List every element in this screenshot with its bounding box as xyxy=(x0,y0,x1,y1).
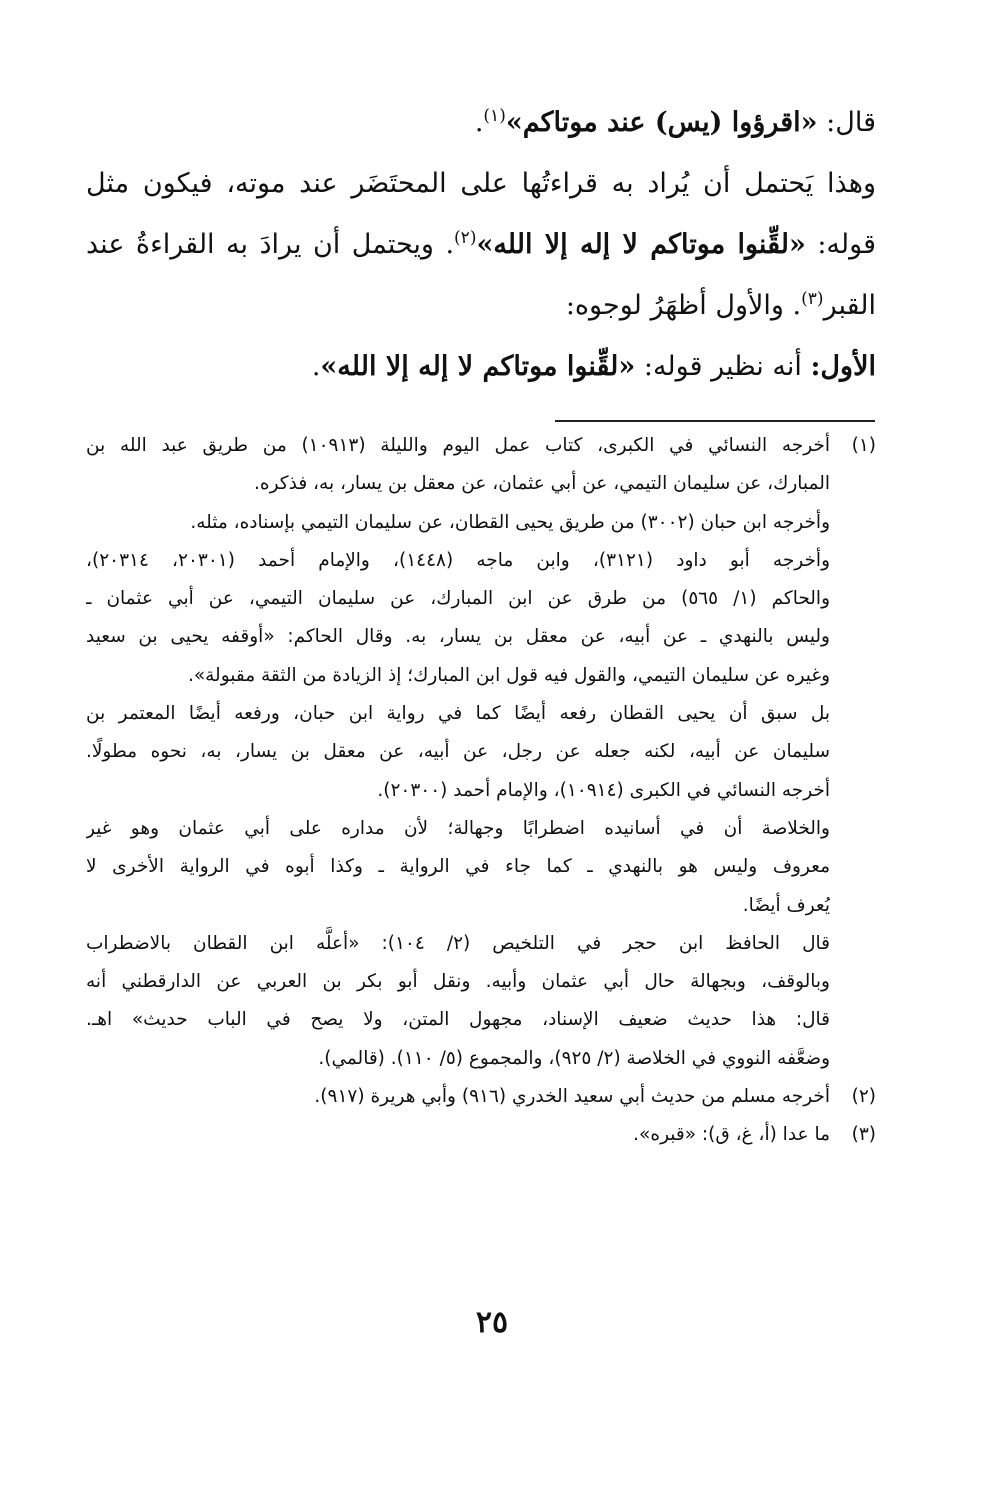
footnote-line: وغيره عن سليمان التيمي، والقول فيه قول ابن المبارك؛ إذ الزيادة من الثقة مقبولة». xyxy=(187,664,830,686)
footnote-line: والخلاصة أن في أسانيده اضطرابًا وجهالة؛ لأن مداره على أبي عثمان وهو غير xyxy=(86,817,830,839)
text-segment: . xyxy=(474,107,484,138)
footnote-line: وضعَّفه النووي في الخلاصة (٢/ ٩٢٥)، والمجموع (٥/ ١١٠). (قالمي). xyxy=(318,1047,830,1069)
hadith-quote: «لقِّنوا موتاكم لا إله إلا الله» xyxy=(320,351,636,382)
footnote-body xyxy=(86,1116,830,1154)
footnote-line: أخرجه مسلم من حديث أبي سعيد الخدري (٩١٦) وأبي هريرة (٩١٧). xyxy=(314,1086,830,1108)
footnote-1 xyxy=(86,427,876,1078)
footnote-number: (٢) xyxy=(851,1086,876,1108)
footnote-line: وبالوقف، وبجهالة حال أبي عثمان وأبيه. ونقل أبو بكر بن العربي عن الدارقطني أنه xyxy=(86,971,830,993)
main-line-3 xyxy=(86,214,876,275)
text-segment: . والأول أظهَرُ لوجوه: xyxy=(565,290,802,321)
text-segment: قوله: xyxy=(805,229,876,260)
footnote-line: ما عدا (أ، غ، ق): «قبره». xyxy=(633,1124,830,1146)
footnote-number: (١) xyxy=(851,435,876,456)
footnote-line: معروف وليس هو بالنهدي ـ كما جاء في الرواية ـ وكذا أبوه في الرواية الأخرى لا xyxy=(86,856,830,878)
footnote-line: قال: هذا حديث ضعيف الإسناد، مجهول المتن، ولا يصح في الباب حديث» اهـ. xyxy=(86,1009,830,1031)
text-segment: . ويحتمل أن يرادَ به القراءةُ عند xyxy=(86,229,455,260)
footnote-3 xyxy=(86,1116,876,1154)
footnote-line: سليمان عن أبيه، لكنه جعله عن رجل، عن أبيه، عن معقل بن يسار، به، نحوه مطولًا. xyxy=(86,741,830,763)
footnote-body xyxy=(86,427,830,1078)
footnote-line: قال الحافظ ابن حجر في التلخيص (٢/ ١٠٤): «أعلَّه ابن القطان بالاضطراب xyxy=(86,932,830,954)
text-segment: أنه نظير قوله: xyxy=(635,351,811,382)
text-segment: القبر xyxy=(823,290,876,321)
text-segment: وهذا يَحتمل أن يُراد به قراءتُها على المحتَضَر عند موته، فيكون مثل xyxy=(86,168,876,199)
page-number: ٢٥ xyxy=(475,1305,509,1340)
footnote-ref-2[interactable]: (٢) xyxy=(454,228,477,248)
footnote-line: بل سبق أن يحيى القطان رفعه أيضًا كما في رواية ابن حبان، ورفعه أيضًا المعتمر بن xyxy=(86,703,830,725)
main-line-2 xyxy=(86,153,876,214)
footnote-2 xyxy=(86,1078,876,1116)
hadith-quote: «لقِّنوا موتاكم لا إله إلا الله» xyxy=(476,229,806,260)
footnote-line: أخرجه النسائي في الكبرى (١٠٩١٤)، والإمام أحمد (٢٠٣٠٠). xyxy=(377,779,830,801)
footnote-line: المبارك، عن سليمان التيمي، عن أبي عثمان، عن معقل بن يسار، به، فذكره. xyxy=(254,473,830,495)
main-line-1 xyxy=(86,92,876,153)
footnotes xyxy=(86,427,876,1155)
footnote-line: وأخرجه أبو داود (٣١٢١)، وابن ماجه (١٤٤٨)، والإمام أحمد (٢٠٣٠١، ٢٠٣١٤)، xyxy=(86,549,830,571)
footnote-ref-1[interactable]: (١) xyxy=(483,106,506,126)
footnote-line: يُعرف أيضًا. xyxy=(742,894,830,916)
footnote-line: وليس بالنهدي ـ عن أبيه، عن معقل بن يسار، به. وقال الحاكم: «أوقفه يحيى بن سعيد xyxy=(86,626,830,648)
hadith-quote: «اقرؤوا (يس) عند موتاكم» xyxy=(505,107,818,138)
footnote-line: أخرجه النسائي في الكبرى، كتاب عمل اليوم والليلة (١٠٩١٣) من طريق عبد الله بن xyxy=(86,435,830,456)
point-heading: الأول: xyxy=(810,351,876,382)
footnote-line: والحاكم (١/ ٥٦٥) من طرق عن ابن المبارك، عن سليمان التيمي، عن أبي عثمان ـ xyxy=(86,588,830,610)
footnote-ref-3[interactable]: (٣) xyxy=(801,289,824,309)
main-line-4 xyxy=(86,275,876,336)
footnote-line: وأخرجه ابن حبان (٣٠٠٢) من طريق يحيى القطان، عن سليمان التيمي بإسناده، مثله. xyxy=(190,511,830,533)
text-segment: قال: xyxy=(817,107,876,138)
main-line-5 xyxy=(86,336,876,397)
text-segment: . xyxy=(311,351,321,382)
footnote-number: (٣) xyxy=(851,1124,876,1146)
footnote-body xyxy=(86,1078,830,1116)
footnote-separator xyxy=(555,420,875,422)
main-text xyxy=(86,92,876,397)
